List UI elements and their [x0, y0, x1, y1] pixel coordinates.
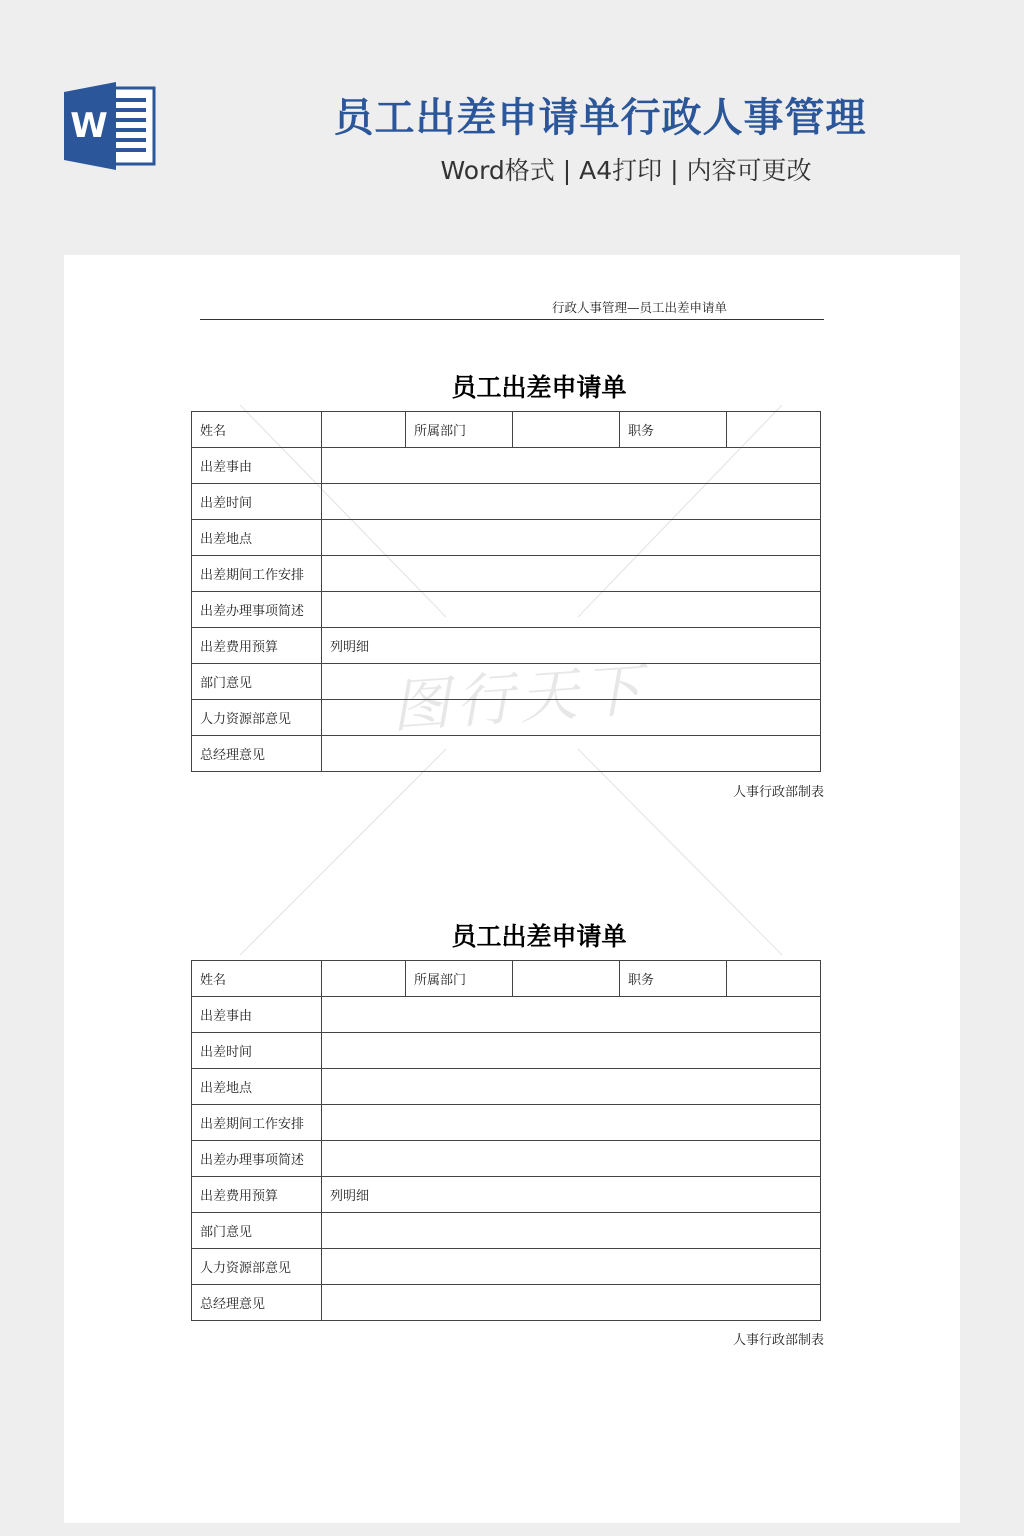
row-value[interactable]: 列明细 [322, 1177, 821, 1213]
word-icon-letter: W [70, 106, 108, 146]
table-row [192, 484, 821, 520]
row-value[interactable] [322, 700, 821, 736]
table-row [192, 1069, 821, 1105]
row-label: 出差期间工作安排 [192, 1105, 322, 1141]
position-label: 职务 [620, 412, 727, 448]
row-label: 出差期间工作安排 [192, 556, 322, 592]
table-row [192, 700, 821, 736]
table-row [192, 520, 821, 556]
row-label: 出差时间 [192, 484, 322, 520]
row-value[interactable] [322, 1105, 821, 1141]
row-value[interactable] [322, 520, 821, 556]
name-field[interactable] [322, 412, 406, 448]
row-label: 人力资源部意见 [192, 700, 322, 736]
application-form-table [191, 411, 821, 772]
row-value[interactable] [322, 1141, 821, 1177]
row-value[interactable] [322, 1285, 821, 1321]
table-row [192, 736, 821, 772]
name-label: 姓名 [192, 961, 322, 997]
row-value[interactable] [322, 1249, 821, 1285]
table-row [192, 628, 821, 664]
position-field[interactable] [727, 961, 821, 997]
position-label: 职务 [620, 961, 727, 997]
table-row [192, 1285, 821, 1321]
table-row [192, 412, 821, 448]
row-label: 出差地点 [192, 520, 322, 556]
row-value[interactable] [322, 592, 821, 628]
form-title: 员工出差申请单 [451, 922, 627, 951]
banner-subtitle: Word格式 | A4打印 | 内容可更改 [440, 156, 812, 185]
row-value[interactable] [322, 1033, 821, 1069]
row-label: 总经理意见 [192, 736, 322, 772]
dept-field[interactable] [513, 412, 620, 448]
table-row [192, 592, 821, 628]
row-value[interactable] [322, 997, 821, 1033]
application-form-table [191, 960, 821, 1321]
row-label: 总经理意见 [192, 1285, 322, 1321]
row-label: 出差事由 [192, 997, 322, 1033]
watermark-text: 图行天下 [389, 655, 650, 741]
row-value[interactable] [322, 448, 821, 484]
row-label: 出差办理事项简述 [192, 1141, 322, 1177]
row-value[interactable] [322, 736, 821, 772]
word-document-icon [64, 82, 156, 170]
row-value[interactable] [322, 664, 821, 700]
row-value[interactable] [322, 1213, 821, 1249]
table-row [192, 664, 821, 700]
position-field[interactable] [727, 412, 821, 448]
row-label: 出差地点 [192, 1069, 322, 1105]
banner-title: 员工出差申请单行政人事管理 [333, 95, 867, 141]
running-header [200, 300, 824, 320]
row-value[interactable] [322, 484, 821, 520]
table-row [192, 1177, 821, 1213]
dept-label: 所属部门 [406, 412, 513, 448]
row-label: 出差时间 [192, 1033, 322, 1069]
row-label: 人力资源部意见 [192, 1249, 322, 1285]
table-row [192, 1213, 821, 1249]
name-label: 姓名 [192, 412, 322, 448]
document-page [64, 255, 960, 1523]
name-field[interactable] [322, 961, 406, 997]
form-title: 员工出差申请单 [451, 373, 627, 402]
table-row [192, 997, 821, 1033]
row-label: 出差费用预算 [192, 1177, 322, 1213]
row-label: 出差费用预算 [192, 628, 322, 664]
table-row [192, 1249, 821, 1285]
table-row [192, 1105, 821, 1141]
row-label: 部门意见 [192, 1213, 322, 1249]
dept-field[interactable] [513, 961, 620, 997]
table-row [192, 961, 821, 997]
row-value[interactable] [322, 556, 821, 592]
table-row [192, 1033, 821, 1069]
table-row [192, 1141, 821, 1177]
table-row [192, 448, 821, 484]
row-value[interactable]: 列明细 [322, 628, 821, 664]
table-row [192, 556, 821, 592]
running-header-text: 行政人事管理—员工出差申请单 [552, 300, 728, 315]
form-footer: 人事行政部制表 [732, 785, 824, 800]
row-value[interactable] [322, 1069, 821, 1105]
row-label: 出差事由 [192, 448, 322, 484]
row-label: 部门意见 [192, 664, 322, 700]
form-footer: 人事行政部制表 [732, 1333, 824, 1348]
dept-label: 所属部门 [406, 961, 513, 997]
row-label: 出差办理事项简述 [192, 592, 322, 628]
